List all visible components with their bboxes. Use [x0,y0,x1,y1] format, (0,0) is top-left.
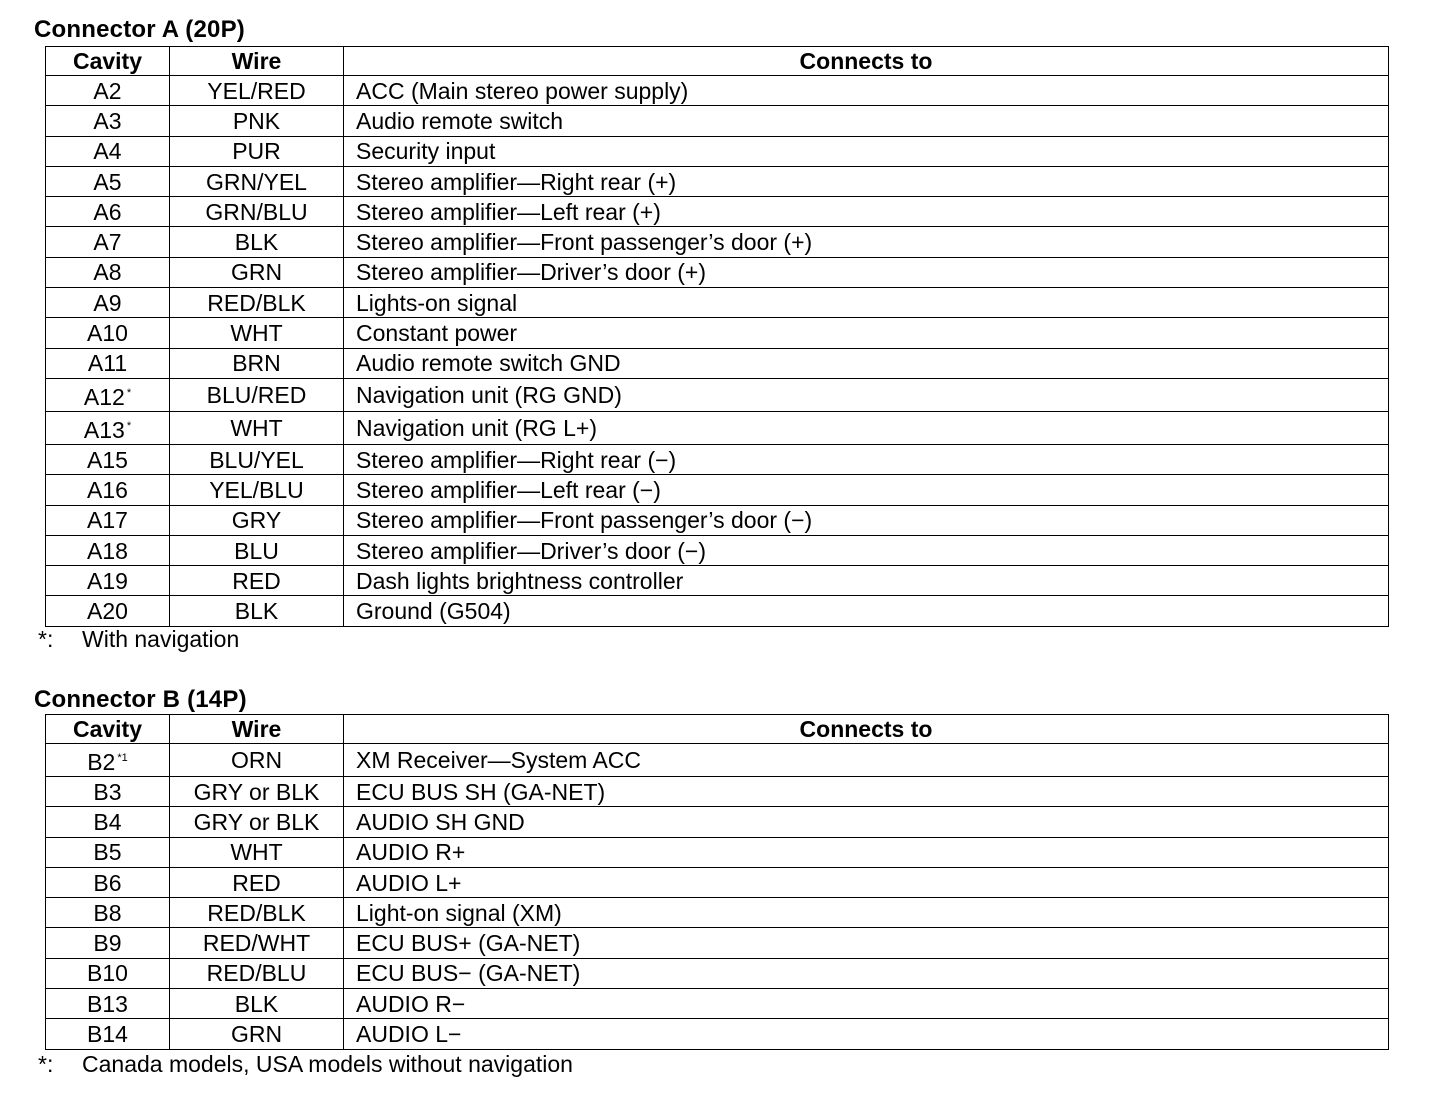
connects-to-header: Connects to [344,47,1389,76]
wire-cell: WHT [170,411,344,444]
cavity-label: A20 [87,598,128,625]
connects-to-cell: Navigation unit (RG L+) [344,411,1389,444]
wire-cell: BLU [170,535,344,565]
cavity-cell [46,257,170,287]
cavity-label: B4 [93,808,122,835]
connects-to-cell: Stereo amplifier—Driver’s door (+) [344,257,1389,287]
footnote-text: Canada models, USA models without navigation [82,1051,573,1077]
cavity-label: A8 [93,259,122,286]
table-row [46,166,1389,196]
wire-cell: GRY [170,505,344,535]
wire-cell: RED/BLK [170,288,344,318]
cavity-cell [46,136,170,166]
cavity-label: A5 [93,168,122,195]
table-row [46,867,1389,897]
cavity-cell [46,928,170,958]
wire-header: Wire [170,715,344,744]
wire-cell: WHT [170,837,344,867]
table-row [46,807,1389,837]
cavity-cell [46,989,170,1019]
wire-cell: BLK [170,596,344,626]
cavity-label: A7 [93,229,122,256]
connects-to-cell: Stereo amplifier—Right rear (−) [344,444,1389,474]
wire-cell: RED/BLK [170,898,344,928]
table-row [46,76,1389,106]
cavity-label: A2 [93,77,122,104]
cavity-label: B13 [87,990,128,1017]
wire-cell: GRN [170,257,344,287]
connects-to-cell: Navigation unit (RG GND) [344,378,1389,411]
cavity-cell [46,76,170,106]
cavity-label: B5 [93,839,122,866]
connects-to-cell: ECU BUS+ (GA-NET) [344,928,1389,958]
table-row [46,318,1389,348]
wire-cell: GRY or BLK [170,807,344,837]
wire-cell: YEL/RED [170,76,344,106]
cavity-header: Cavity [46,715,170,744]
table-row [46,566,1389,596]
table-row [46,197,1389,227]
connects-to-cell: Stereo amplifier—Left rear (−) [344,475,1389,505]
table-header-row [46,47,1389,76]
cavity-label: A3 [93,107,122,134]
cavity-label: B9 [93,930,122,957]
connects-to-cell: AUDIO L− [344,1019,1389,1049]
table-row [46,596,1389,626]
wire-cell: PUR [170,136,344,166]
cavity-cell [46,318,170,348]
wire-cell: WHT [170,318,344,348]
cavity-label: A4 [93,138,122,165]
cavity-label: B2 [87,749,116,775]
connects-to-cell: Audio remote switch [344,106,1389,136]
table-row [46,777,1389,807]
cavity-header: Cavity [46,47,170,76]
cavity-cell [46,777,170,807]
wire-cell: BRN [170,348,344,378]
footnote-text: With navigation [82,626,240,652]
cavity-cell [46,596,170,626]
table-row [46,898,1389,928]
cavity-label: B8 [93,899,122,926]
wire-cell: BLU/RED [170,378,344,411]
cavity-cell [46,535,170,565]
wire-cell: ORN [170,744,344,777]
cavity-cell [46,227,170,257]
wire-cell: GRN/BLU [170,197,344,227]
table-row [46,744,1389,777]
connects-to-header: Connects to [344,715,1389,744]
wire-cell: BLK [170,227,344,257]
table-row [46,106,1389,136]
wire-cell: YEL/BLU [170,475,344,505]
connects-to-cell: Stereo amplifier—Front passenger’s door (+) [344,227,1389,257]
cavity-label: A16 [87,476,128,503]
cavity-label: B3 [93,778,122,805]
connector-a-title: Connector A (20P) [34,16,245,43]
footnote-mark: * [126,386,132,399]
cavity-label: A13 [83,416,125,443]
table-row [46,227,1389,257]
table-row [46,475,1389,505]
table-row [46,989,1389,1019]
wire-cell: GRN [170,1019,344,1049]
connects-to-cell: ACC (Main stereo power supply) [344,76,1389,106]
table-row [46,136,1389,166]
wire-cell: BLK [170,989,344,1019]
cavity-label: A11 [87,350,128,377]
wire-cell: RED/WHT [170,928,344,958]
connects-to-cell: Constant power [344,318,1389,348]
cavity-cell [46,807,170,837]
cavity-label: A15 [87,446,128,473]
footnote-mark: *1 [117,752,128,764]
cavity-cell [46,958,170,988]
wire-cell: BLU/YEL [170,444,344,474]
cavity-label: B14 [87,1021,128,1048]
connects-to-cell: AUDIO L+ [344,867,1389,897]
wire-cell: GRY or BLK [170,777,344,807]
connects-to-cell: Security input [344,136,1389,166]
connector-b-table [45,714,1389,1050]
table-row [46,1019,1389,1049]
connects-to-cell: Lights-on signal [344,288,1389,318]
footnote-symbol: *: [38,626,54,652]
table-row [46,378,1389,411]
connects-to-cell: AUDIO R− [344,989,1389,1019]
cavity-label: A18 [87,537,128,564]
connects-to-cell: ECU BUS SH (GA-NET) [344,777,1389,807]
cavity-cell [46,197,170,227]
table-row [46,288,1389,318]
table-row [46,444,1389,474]
connects-to-cell: XM Receiver—System ACC [344,744,1389,777]
connects-to-cell: Light-on signal (XM) [344,898,1389,928]
cavity-cell [46,566,170,596]
cavity-cell [46,106,170,136]
table-row [46,958,1389,988]
cavity-cell [46,166,170,196]
table-row [46,535,1389,565]
connects-to-cell: Stereo amplifier—Right rear (+) [344,166,1389,196]
table-row [46,505,1389,535]
table-row [46,928,1389,958]
footnote-symbol: *: [38,1051,54,1077]
connects-to-cell: Ground (G504) [344,596,1389,626]
wire-cell: RED/BLU [170,958,344,988]
cavity-label: A10 [87,320,128,347]
connector-b-rows [46,744,1389,1050]
cavity-cell [46,1019,170,1049]
cavity-cell [46,288,170,318]
connects-to-cell: Dash lights brightness controller [344,566,1389,596]
connector-b-title: Connector B (14P) [34,686,247,713]
connector-a-rows [46,76,1389,627]
footnote-mark: * [126,419,132,432]
connects-to-cell: Stereo amplifier—Left rear (+) [344,197,1389,227]
cavity-label: B10 [87,960,128,987]
cavity-cell [46,744,170,777]
connects-to-cell: AUDIO R+ [344,837,1389,867]
cavity-label: A19 [87,567,128,594]
wire-cell: RED [170,566,344,596]
wire-cell: PNK [170,106,344,136]
table-row [46,348,1389,378]
table-row [46,411,1389,444]
cavity-cell [46,837,170,867]
cavity-label: A6 [93,198,122,225]
cavity-label: A12 [83,383,125,410]
connects-to-cell: Stereo amplifier—Driver’s door (−) [344,535,1389,565]
connects-to-cell: ECU BUS− (GA-NET) [344,958,1389,988]
cavity-label: A9 [93,289,122,316]
connects-to-cell: Audio remote switch GND [344,348,1389,378]
connects-to-cell: AUDIO SH GND [344,807,1389,837]
cavity-cell [46,505,170,535]
connector-b-footnote [38,1051,573,1078]
table-row [46,257,1389,287]
table-header-row [46,715,1389,744]
cavity-cell [46,898,170,928]
cavity-cell [46,378,170,411]
connector-a-table [45,46,1389,627]
connector-a-footnote [38,626,239,653]
cavity-label: B6 [93,869,122,896]
cavity-cell [46,444,170,474]
cavity-label: A17 [87,507,128,534]
wire-cell: RED [170,867,344,897]
connects-to-cell: Stereo amplifier—Front passenger’s door (−) [344,505,1389,535]
cavity-cell [46,867,170,897]
cavity-cell [46,411,170,444]
wire-cell: GRN/YEL [170,166,344,196]
cavity-cell [46,348,170,378]
table-row [46,837,1389,867]
wire-header: Wire [170,47,344,76]
cavity-cell [46,475,170,505]
